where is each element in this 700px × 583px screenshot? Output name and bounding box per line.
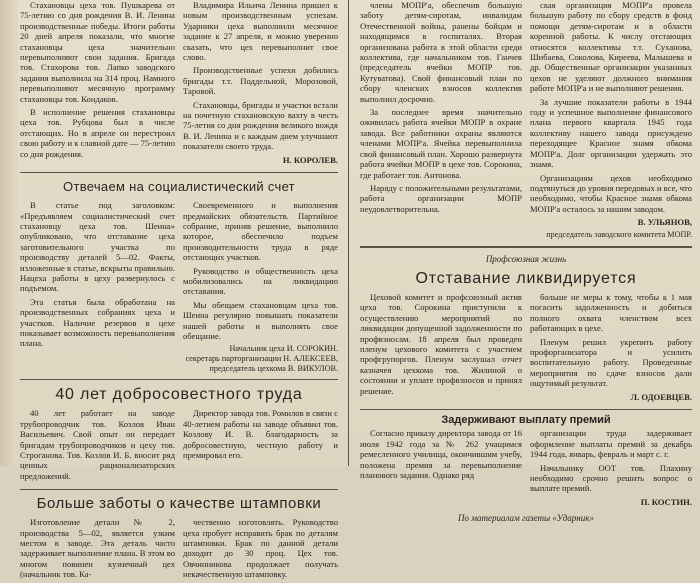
bonuses-article <box>360 428 692 509</box>
paragraph: В исполнение решения стахановцы цеха тов. Рубцова был в числе отстающих. Но в апреле он перестроил свою работу и к славной дате — 75-летию со дня рождения. <box>20 107 175 159</box>
divider <box>20 379 338 380</box>
divider <box>360 409 692 410</box>
signature: секретарь парторганизации Н. АЛЕКСЕЕВ, <box>185 354 338 364</box>
paragraph: Директор завода тов. Ромилов в связи с 40-летием работы на заводе объявил тов. Козлову И. В. благодарность за добросовестную, честную работу и премировал его. <box>183 408 338 460</box>
competition-article <box>20 200 338 374</box>
headline-competition: Отвечаем на социалистический счет <box>63 179 295 195</box>
signature: председатель цехкома В. ВИКУЛОВ. <box>209 364 338 374</box>
paragraph: организации труда задерживает оформление выплаты премий за декабрь 1944 года, январь, февраль и март с. г. <box>530 428 692 460</box>
paragraph: За лучшие показатели работы в 1944 году и успешное выполнение финансового плана первого квартала 1945 года коллективу нашего завода присуждено переходящее Красное знамя обкома МОПР'а. Долг организации удержать это знамя. <box>530 96 692 170</box>
signature: Л. ОДОЕВЦЕВ. <box>630 391 692 402</box>
paragraph: чественно изготовлять. Руководство цеха пробует исправить брак по деталям штамповки. Брак по данной детали доходит до 30 проц. Цех тов. Овчинникова продолжает получать некачественную штамповку. <box>183 517 338 580</box>
paragraph: Начальнику ООТ тов. Плахину необходимо срочно решить вопрос о выплате премий. <box>530 462 692 494</box>
paragraph: Владимира Ильича Ленина пришел к новым производственным успехам. Ударники цеха выполнили месячное задание к 27 апреля, и можно уверенно сказать, что цех перевыполнит свое слово. <box>183 0 338 63</box>
forty-years-article <box>20 408 338 484</box>
paragraph: Эта статья была обработана на производственных собраниях цеха и участков. Наличие резервов в цехе показывает возможность перевыполнения плана. <box>20 296 175 349</box>
paragraph: Согласно приказу директора завода от 16 июля 1942 года за № 262 учащимся ремесленного училища, окончившим учебу, положена премия за перевыполнение планового задания. Однако ряд <box>360 428 522 481</box>
paragraph: Стахановцы, бригады и участки встали на почетную стахановскую вахту в честь 75-летия со дня рождения великого вождя В. И. Ленина и с каждым днем улучшают показатели своего труда. <box>183 99 338 152</box>
left-top-article <box>20 0 338 167</box>
section-kicker: Профсоюзная жизнь <box>485 253 567 264</box>
headline-40-years: 40 лет добросовестного труда <box>55 386 303 404</box>
paragraph: члены МОПР'а, обеспечив большую заботу детям-сиротам, инвалидам Отечественной войны, ранены бойцам и находящимся в госпиталях. Вторая организована работа в этой области среди коллектива, где начальником тов. Ганчев (председатель ячейки МОПР тов. Кутуватова). Свой финансовый план по сбору членских взносов коллектив выполнил досрочно. <box>360 0 522 104</box>
paragraph: В статье под заголовком: «Предъявляем социалистический счет стахановцу цеха тов. Шеина» опубликовано, что отставание цеха заготовительного участка по производству деталей 5—02. Факты, изложенные в статье, вскрыты правильно. Нацеха работы в цеху развернулось с подъемом. <box>20 200 175 294</box>
signature: В. УЛЬЯНОВ, <box>637 217 692 228</box>
paragraph: Производственные успехи добились бригады т.т. Поддельной, Морозовой, Таровой. <box>183 65 338 97</box>
paragraph: За последнее время значительно оживилась работа ячейки МОПР в охране завода. Все работники охраны являются членами МОПР'а. Ячейка перевыполнила свой финансовый план. Хорошо развернута работа ячейки МОПР в цехе тов. Сорокина, где работает тов. Антонова. <box>360 107 522 180</box>
right-top-article <box>360 0 692 240</box>
paragraph: Мы обещаем стахановцам цеха тов. Шеина регулярно повышать показатели нашей работы и выполнять свое обещание. <box>183 299 338 341</box>
left-column <box>20 0 338 583</box>
right-column <box>360 0 692 524</box>
divider <box>20 172 338 173</box>
signature: председатель заводского комитета МОПР. <box>546 229 692 239</box>
liquidation-article <box>360 292 692 404</box>
divider <box>360 246 692 248</box>
paragraph: Наряду с положительными результатами, работа организации МОПР неудовлетворительна. <box>360 182 522 214</box>
paragraph: больше не меры к тому, чтобы к 1 мая погасить задолженность и добиться полного охвата членством всех работающих в цехе. <box>530 291 692 334</box>
source-footer: По материалам газеты «Ударник» <box>458 513 594 524</box>
paragraph: Организациям цехов необходимо подтянуться до уровня передовых и все, что необходимо, чтобы Красное знамя обкома МОПР'а осталось за нашим заводом. <box>530 172 692 214</box>
paragraph: Изготовление детали № 2, производства 5—02, является узким местом в заводе. Эта деталь часто задерживает выполнение плана. В этом во многом повинен кузнечный цех (начальник тов. Ка- <box>20 517 175 580</box>
signature: П. КОСТИН. <box>640 496 692 507</box>
quality-article <box>20 517 338 582</box>
paragraph: Руководство и общественность цеха мобилизовались на ликвидацию отставания. <box>183 265 338 297</box>
divider <box>20 489 338 490</box>
signature: Начальник цеха И. СОРОКИН. <box>229 344 338 354</box>
page-fold-shadow <box>0 0 18 466</box>
paragraph: ская организация МОПР'а провела большую работу по сбору средств в фонд помощи детям-сиротам и в области коренной работы. К числу отстающих относятся коллективы т.т. Суханова, Шибаева, Соколова, Киреева, Малышева и др. Общественные организации указанных цехов не уделяют должного внимания работе МОПР'а и не выполняют решения. <box>530 0 692 94</box>
paragraph: Цеховой комитет и профсоюзный актив цеха тов. Сорокина приступили к осуществлению мероприятий по ликвидации допущенной задолженности по профвзносам. 18 апреля был проведен пленум цехового комитета с участием профгрупоргов. Пленум заслушал отчет казначея цехкома тов. Жилиной о состоянии и уплате профвзносов и принял решение. <box>360 291 522 396</box>
paragraph: Своевременного и выполнения предмайских обязательств. Партийное собрание, приняв решение, выполнило которое, обеспечило подъем производительности труда в ряде отстающих участков. <box>183 200 338 263</box>
signature: Н. КОРОЛЕВ. <box>282 154 338 165</box>
headline-bonuses: Задерживают выплату премий <box>441 414 611 426</box>
headline-quality: Больше заботы о качестве штамповки <box>36 495 322 513</box>
paragraph: 40 лет работает на заводе трубопроводчик тов. Козлов Иван Васильевич. Свой опыт он передает бригадам трубопроводчиков и цеху тов. Строганова. Тов. Козлов И. Б. вносит ряд ценных рационализаторских предложений. <box>20 408 175 481</box>
column-divider <box>348 0 349 466</box>
headline-liquidation: Отставание ликвидируется <box>415 269 637 287</box>
paragraph: Пленум решил укрепить работу профорганизатора и усилить воспитательную работу. Проведенные мероприятия по сдаче взносов дали ощутимый результат. <box>530 336 692 389</box>
paragraph: Стахановцы цеха тов. Пушкарева от 75-летию со дня рождения В. И. Ленина производственные победы. Итоги работы 20 дней апреля показали, что многие стахановцы цеха значительно перевыполняют свои задания. Бригада тов. Стахорова тов. Лапко заводского задания выполнила на 314 проц. Намного перевыполняют месячную программу стахановцы тов. Кондаков. <box>20 0 175 104</box>
